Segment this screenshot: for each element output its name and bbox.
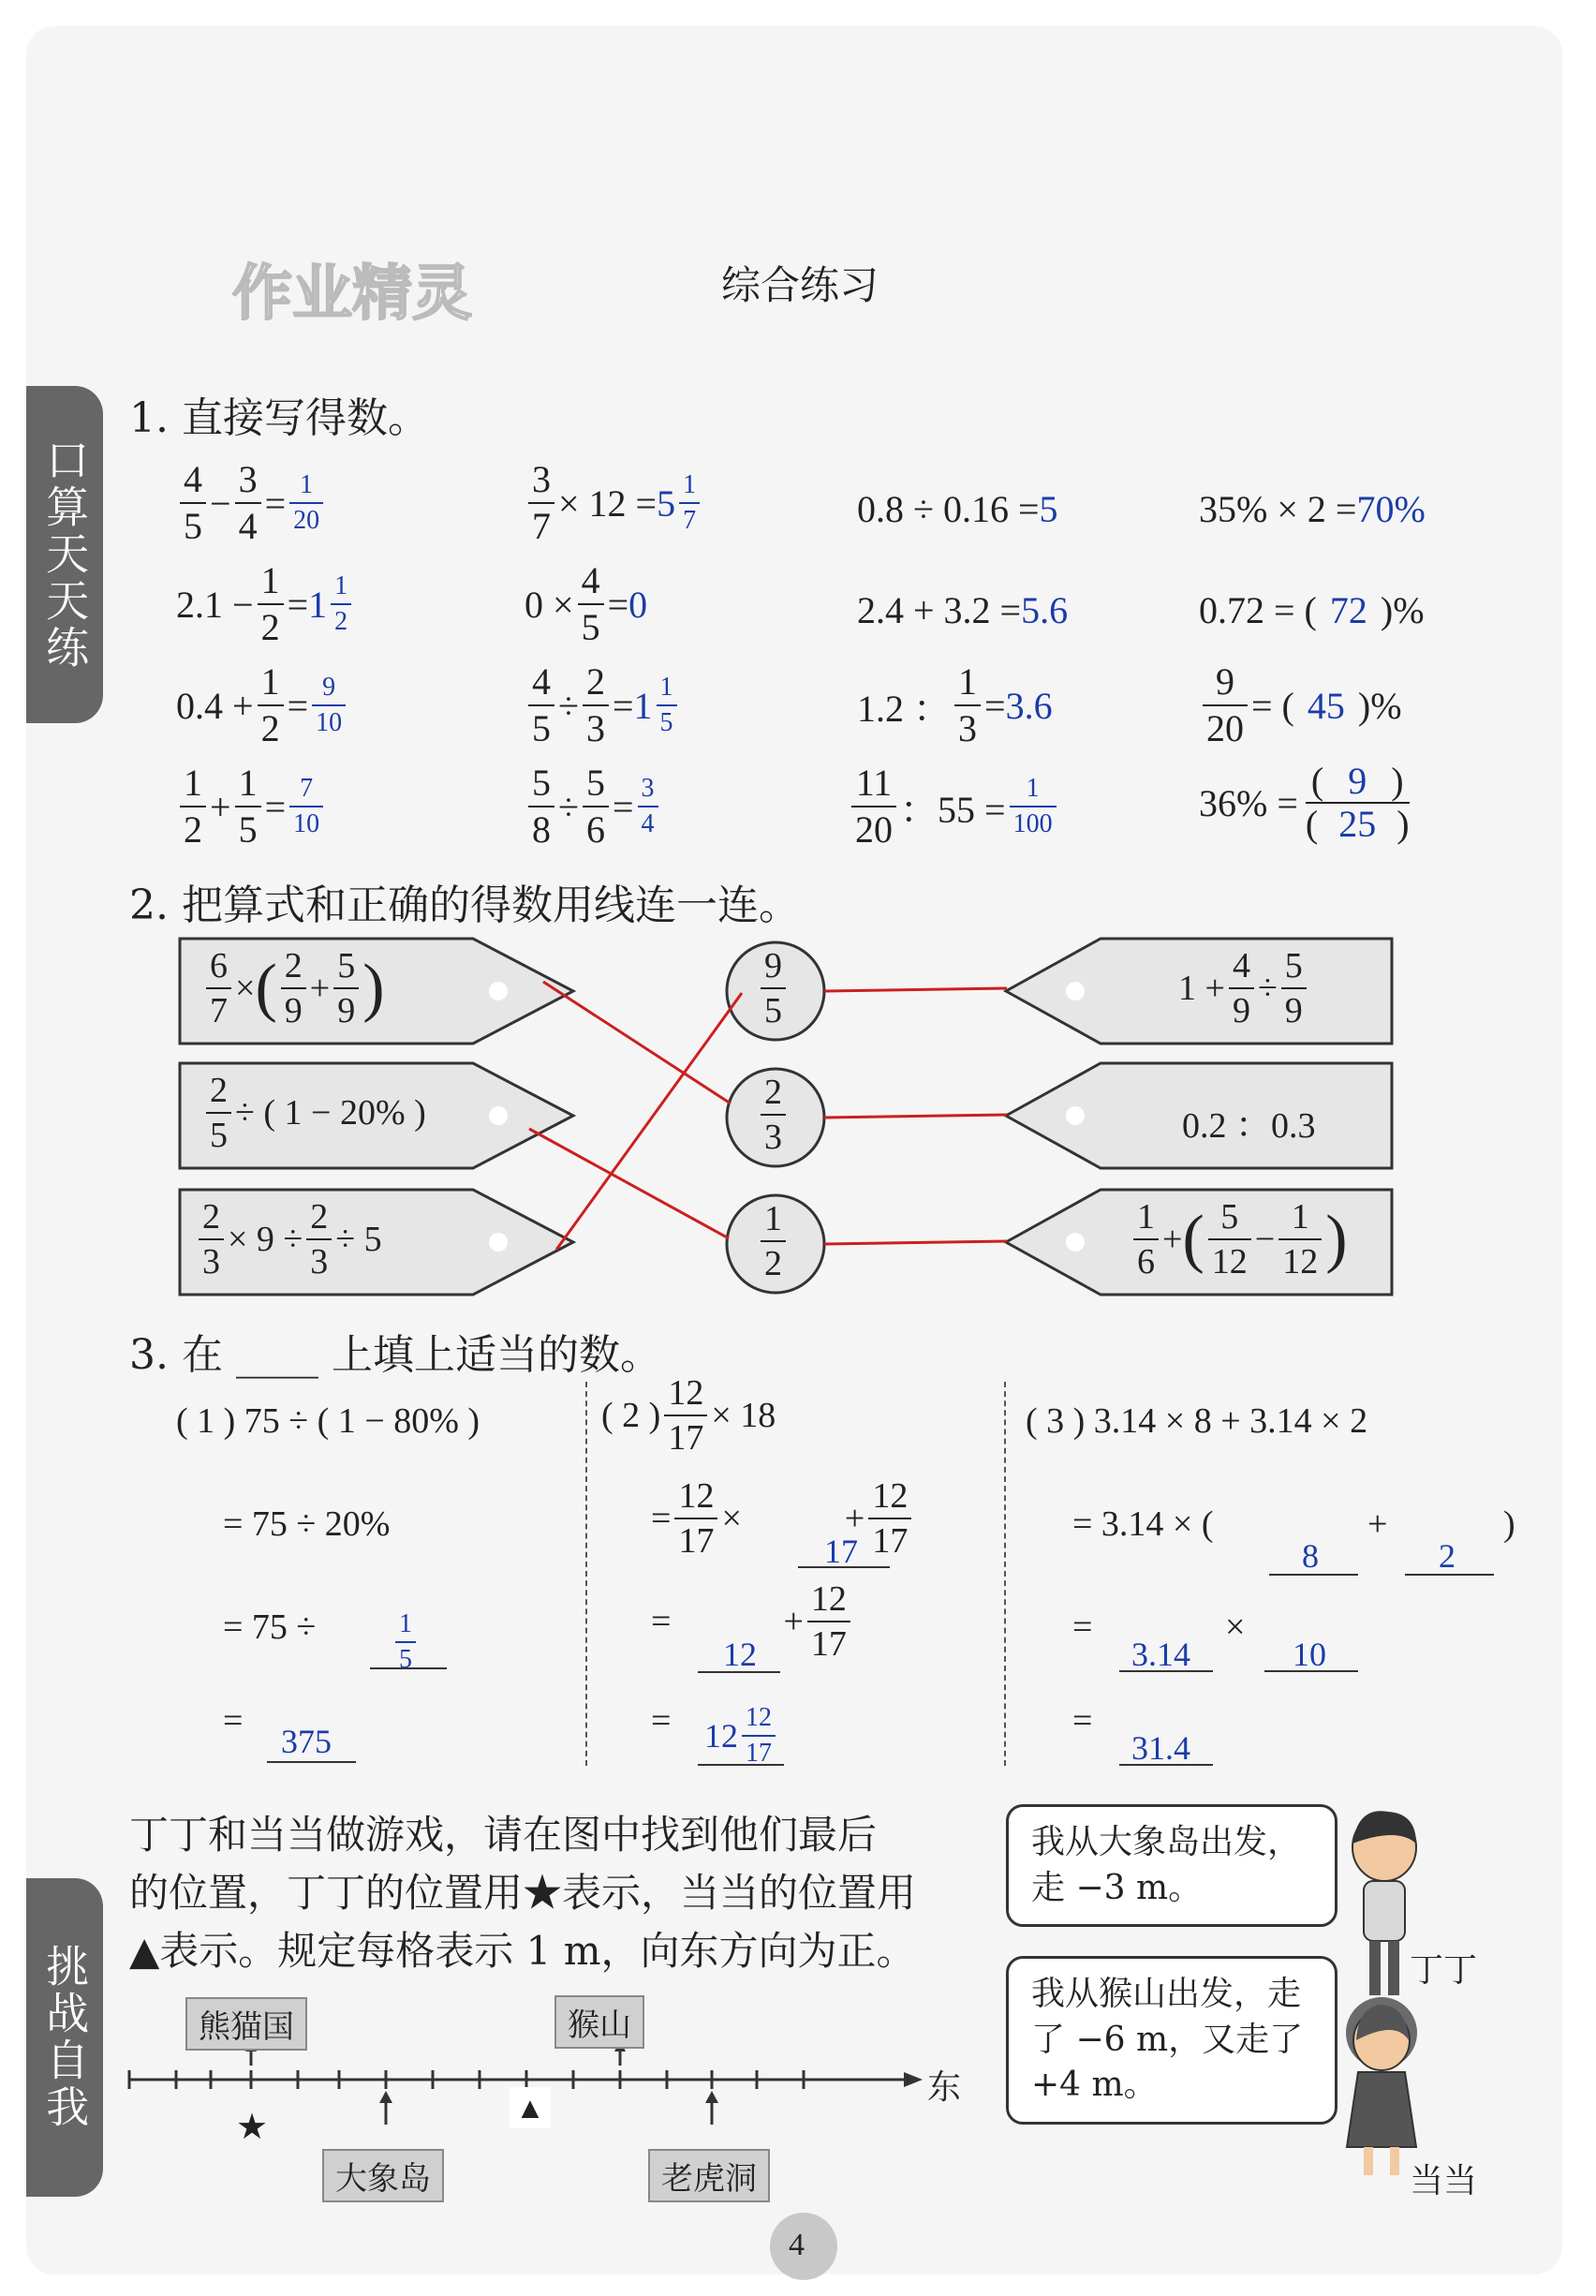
place-panda-country: 熊猫国 <box>185 1997 307 2051</box>
challenge-text: 丁丁和当当做游戏，请在图中找到他们最后 的位置，丁丁的位置用★表示，当当的位置用 ▲表示。规定每格表示 1 m，向东方向为正。 <box>129 1812 917 1974</box>
q1-7: 2.4 + 3.2 = 5.6 <box>857 589 1069 631</box>
mid-value-1: $\frac{9}{5}$ <box>757 948 790 1029</box>
name-dingding: 丁丁 <box>1410 1951 1478 1990</box>
section-2-heading: 2. 把算式和正确的得数用线连一连。 <box>129 881 800 929</box>
p1-label: ( 1 ) 75 ÷ ( 1 − 80% ) <box>176 1401 480 1441</box>
watermark: 作业精灵 <box>232 259 472 329</box>
p3-eq-3: = <box>1072 1607 1093 1647</box>
divider-2 <box>1004 1382 1006 1766</box>
p2-ans-4: 12 $\frac{12}{17}$ <box>704 1705 779 1767</box>
p2-line4: = <box>651 1701 672 1741</box>
p1-ans-4: 375 <box>281 1723 332 1760</box>
q1-4: 35% × 2 = 70% <box>1199 488 1426 530</box>
q1-16: 36% = $\frac{( 9 )}{( 25 )}$ <box>1199 760 1410 845</box>
right-expr-2: 0.2 ：0.3 <box>1182 1106 1316 1146</box>
p2-line2: = $\frac{12}{17}$ × + $\frac{12}{17}$ <box>651 1478 915 1559</box>
q1-13: $\frac{1}{2}$ + $\frac{1}{5}$ = $\frac{7}{10}$ <box>176 764 327 849</box>
q1-8: 0.72 = ( 72 )% <box>1199 589 1425 631</box>
p2-label: ( 2 ) $\frac{12}{17}$ × 18 <box>601 1373 776 1458</box>
p2-ans-3: 12 <box>723 1636 757 1673</box>
p3-label: ( 3 ) 3.14 × 8 + 3.14 × 2 <box>1026 1401 1368 1441</box>
p3-ans-2b: 2 <box>1439 1537 1456 1575</box>
p2-line3: = + $\frac{12}{17}$ <box>651 1581 854 1662</box>
p3-plus: + <box>1367 1504 1388 1544</box>
place-tiger-cave: 老虎洞 <box>648 2149 770 2202</box>
place-elephant-island: 大象岛 <box>322 2149 444 2202</box>
right-expr-3: $\frac{1}{6}$ + ( $\frac{5}{12}$ − $\frac{1}{12}$ ) <box>1130 1199 1348 1280</box>
p3-ans-4: 31.4 <box>1131 1729 1190 1767</box>
q1-1: $\frac{4}{5}$ − $\frac{3}{4}$ = $\frac{1}{20}$ <box>176 461 327 545</box>
p1-line4: = <box>223 1701 244 1741</box>
p3-ans-2a: 8 <box>1302 1537 1319 1575</box>
left-expr-2: $\frac{2}{5}$ ÷ ( 1 − 20% ) <box>202 1073 426 1153</box>
q1-11: 1.2 ： $\frac{1}{3}$ = 3.6 <box>857 660 1053 749</box>
side-tab-challenge: 挑战自我 <box>26 1878 103 2197</box>
q1-14: $\frac{5}{8}$ ÷ $\frac{5}{6}$ = $\frac{3}{4}$ <box>525 764 662 849</box>
mid-value-3: $\frac{1}{2}$ <box>757 1201 790 1281</box>
left-expr-1: $\frac{6}{7}$ × ( $\frac{2}{9}$ + $\frac{5}{9}$ ) <box>202 948 385 1029</box>
mid-value-2: $\frac{2}{3}$ <box>757 1074 790 1155</box>
divider-1 <box>585 1382 587 1766</box>
q1-9: 0.4 + $\frac{1}{2}$ = $\frac{9}{10}$ <box>176 663 349 748</box>
q1-15: $\frac{11}{20}$ ：55 = $\frac{1}{100}$ <box>848 764 1060 849</box>
side-tab-oral: 口算天天练 <box>26 386 103 723</box>
page-number: 4 <box>789 2228 805 2262</box>
right-expr-1: 1 + $\frac{4}{9}$ ÷ $\frac{5}{9}$ <box>1178 948 1310 1029</box>
p3-eq-4: = <box>1072 1701 1093 1741</box>
p1-line2: = 75 ÷ 20% <box>223 1504 391 1544</box>
boy-figure <box>1352 1811 1416 1995</box>
triangle-marker: ▲ <box>510 2087 551 2128</box>
p3-close: ) <box>1503 1504 1515 1544</box>
place-monkey-hill: 猴山 <box>554 1995 644 2049</box>
speech-bubble-dingding: 我从大象岛出发，走 −3 m。 <box>1006 1804 1337 1927</box>
p1-ans-3: $\frac{1}{5}$ <box>392 1611 420 1673</box>
star-marker: ★ <box>236 2108 269 2147</box>
p3-times: × <box>1225 1607 1246 1647</box>
section-1-heading: 1. 直接写得数。 <box>129 394 429 442</box>
name-dangdang: 当当 <box>1410 2162 1478 2200</box>
q1-5: 2.1 − $\frac{1}{2}$ = 1 $\frac{1}{2}$ <box>176 562 355 646</box>
girl-figure <box>1346 1997 1417 2175</box>
q1-3: 0.8 ÷ 0.16 = 5 <box>857 488 1058 530</box>
q1-10: $\frac{4}{5}$ ÷ $\frac{2}{3}$ = 1 $\frac{1}{5}$ <box>525 663 681 748</box>
q1-2: $\frac{3}{7}$ × 12 = 5 $\frac{1}{7}$ <box>525 461 703 545</box>
left-expr-3: $\frac{2}{3}$ × 9 ÷ $\frac{2}{3}$ ÷ 5 <box>195 1199 382 1280</box>
p3-line2: = 3.14 × ( <box>1072 1504 1214 1544</box>
p2-ans-2: 17 <box>824 1533 858 1570</box>
section-3-heading: 3. 在 ____ 上填上适当的数。 <box>129 1331 661 1379</box>
kids-illustration <box>1330 1799 1517 2192</box>
page-title: 综合练习 <box>721 262 879 308</box>
east-label: 东 <box>927 2068 962 2107</box>
q1-12: $\frac{9}{20}$ = ( 45 )% <box>1199 663 1402 748</box>
p3-ans-3b: 10 <box>1293 1636 1326 1673</box>
p3-ans-3a: 3.14 <box>1131 1636 1190 1673</box>
p1-line3: = 75 ÷ <box>223 1607 317 1647</box>
speech-bubble-dangdang: 我从猴山出发，走了 −6 m，又走了 +4 m。 <box>1006 1956 1337 2125</box>
q1-6: 0 × $\frac{4}{5}$ = 0 <box>525 559 648 648</box>
